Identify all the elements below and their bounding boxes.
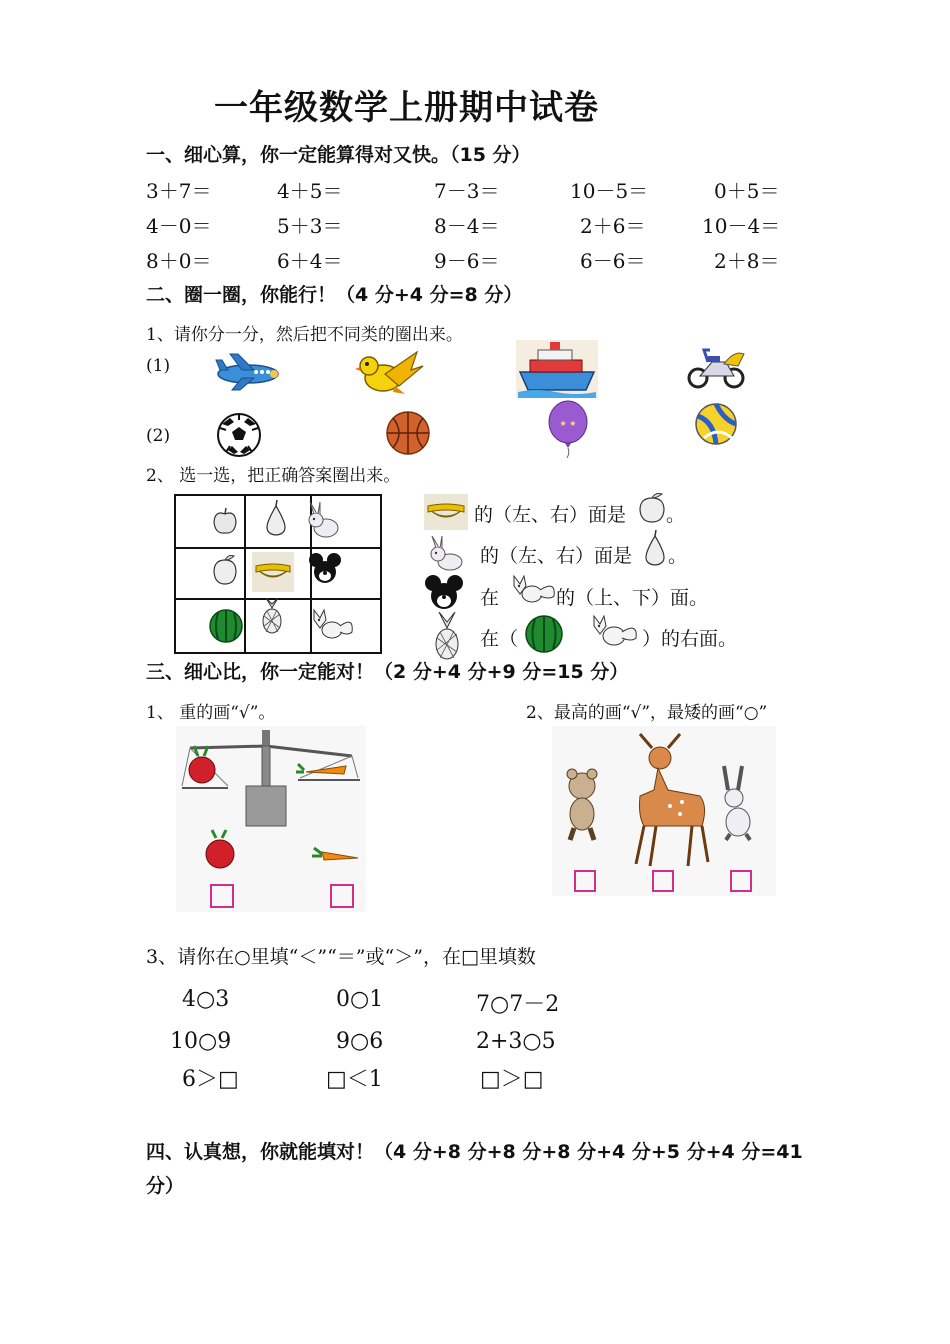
pear-icon [640, 530, 670, 568]
peach-icon [636, 490, 668, 524]
period: 。 [668, 545, 688, 567]
pear-icon [262, 500, 290, 538]
calc-problem: 0＋5＝ [714, 179, 780, 203]
answer-box[interactable] [330, 884, 354, 908]
calc-problem: 10－5＝ [570, 179, 649, 203]
answer-box[interactable] [574, 870, 596, 892]
section4-heading: 四、认真想，你就能填对！（4 分+8 分+8 分+8 分+4 分+5 分+4 分=41 [146, 1141, 803, 1163]
answer-box[interactable] [210, 884, 234, 908]
row-label: (1) [146, 356, 171, 376]
row-label: (2) [146, 426, 171, 446]
calc-problem: 7－3＝ [434, 179, 500, 203]
calc-problem: 8－4＝ [434, 214, 500, 238]
bird-icon [355, 348, 425, 398]
sentence-text: 在（ [480, 628, 519, 650]
section2-heading: 二、圈一圈，你能行！（4 分+4 分=8 分） [146, 284, 523, 306]
compare-item: □＞□ [480, 1067, 544, 1092]
calc-problem: 2＋6＝ [580, 214, 646, 238]
compare-item: 7○7－2 [476, 992, 560, 1017]
banana-icon [252, 552, 294, 592]
peach-icon [210, 554, 240, 586]
mickey-icon [308, 552, 342, 586]
calc-problem: 6＋4＝ [277, 249, 343, 273]
sentence-text: 的（左、右）面是 [474, 504, 627, 526]
sentence-text: ）的右面。 [642, 628, 738, 650]
question-text: 2、最高的画“√”，最矮的画“○” [526, 703, 768, 723]
banana-icon [424, 494, 468, 530]
calc-problem: 4－0＝ [146, 214, 212, 238]
ship-icon [516, 340, 598, 398]
compare-item: □＜1 [326, 1067, 383, 1092]
question-text: 2、 选一选，把正确答案圈出来。 [146, 466, 401, 486]
rabbit-icon [424, 534, 468, 572]
volleyball-icon [694, 402, 738, 446]
calc-problem: 4＋5＝ [277, 179, 343, 203]
airplane-icon [212, 348, 282, 394]
balloon-icon [546, 400, 590, 458]
sentence-text: 在 [480, 587, 500, 609]
compare-item: 6＞□ [182, 1067, 239, 1092]
pineapple-icon [430, 612, 464, 660]
calc-problem: 2＋8＝ [714, 249, 780, 273]
question-text: 1、请你分一分，然后把不同类的圈出来。 [146, 325, 463, 345]
compare-item: 0○1 [336, 987, 384, 1012]
calc-problem: 8＋0＝ [146, 249, 212, 273]
answer-box[interactable] [730, 870, 752, 892]
calc-problem: 9－6＝ [434, 249, 500, 273]
sentence-text: 的（左、右）面是 [480, 545, 633, 567]
mickey-icon [424, 574, 464, 612]
basketball-icon [385, 410, 431, 456]
motorcycle-icon [686, 344, 748, 390]
calc-problem: 6－6＝ [580, 249, 646, 273]
watermelon-icon [524, 614, 564, 654]
section4-heading-cont: 分） [146, 1175, 185, 1197]
calc-problem: 10－4＝ [702, 214, 781, 238]
answer-box[interactable] [652, 870, 674, 892]
compare-item: 9○6 [336, 1029, 384, 1054]
question-text: 3、请你在○里填“＜”“＝”或“＞”，在□里填数 [146, 946, 536, 968]
period: 。 [666, 504, 686, 526]
question-text: 1、 重的画“√”。 [146, 703, 276, 723]
watermelon-icon [208, 608, 244, 644]
page-title: 一年级数学上册期中试卷 [214, 88, 599, 128]
compare-item: 4○3 [182, 987, 230, 1012]
rabbit-icon [304, 500, 344, 540]
calc-problem: 5＋3＝ [277, 214, 343, 238]
fox-icon [590, 612, 640, 650]
svg-text:★ ★: ★ ★ [559, 419, 577, 428]
fox-icon [510, 572, 558, 606]
calc-problem: 3＋7＝ [146, 179, 212, 203]
section3-heading: 三、细心比，你一定能对！（2 分+4 分+9 分=15 分） [146, 661, 629, 683]
section1-heading: 一、细心算，你一定能算得对又快。（15 分） [146, 144, 531, 166]
sentence-text: 的（上、下）面。 [556, 587, 709, 609]
compare-item: 2+3○5 [476, 1029, 556, 1054]
soccer-ball-icon [216, 412, 262, 458]
fox-icon [310, 606, 356, 642]
pineapple-icon [258, 598, 286, 634]
apple-icon [210, 506, 240, 536]
compare-item: 10○9 [170, 1029, 232, 1054]
